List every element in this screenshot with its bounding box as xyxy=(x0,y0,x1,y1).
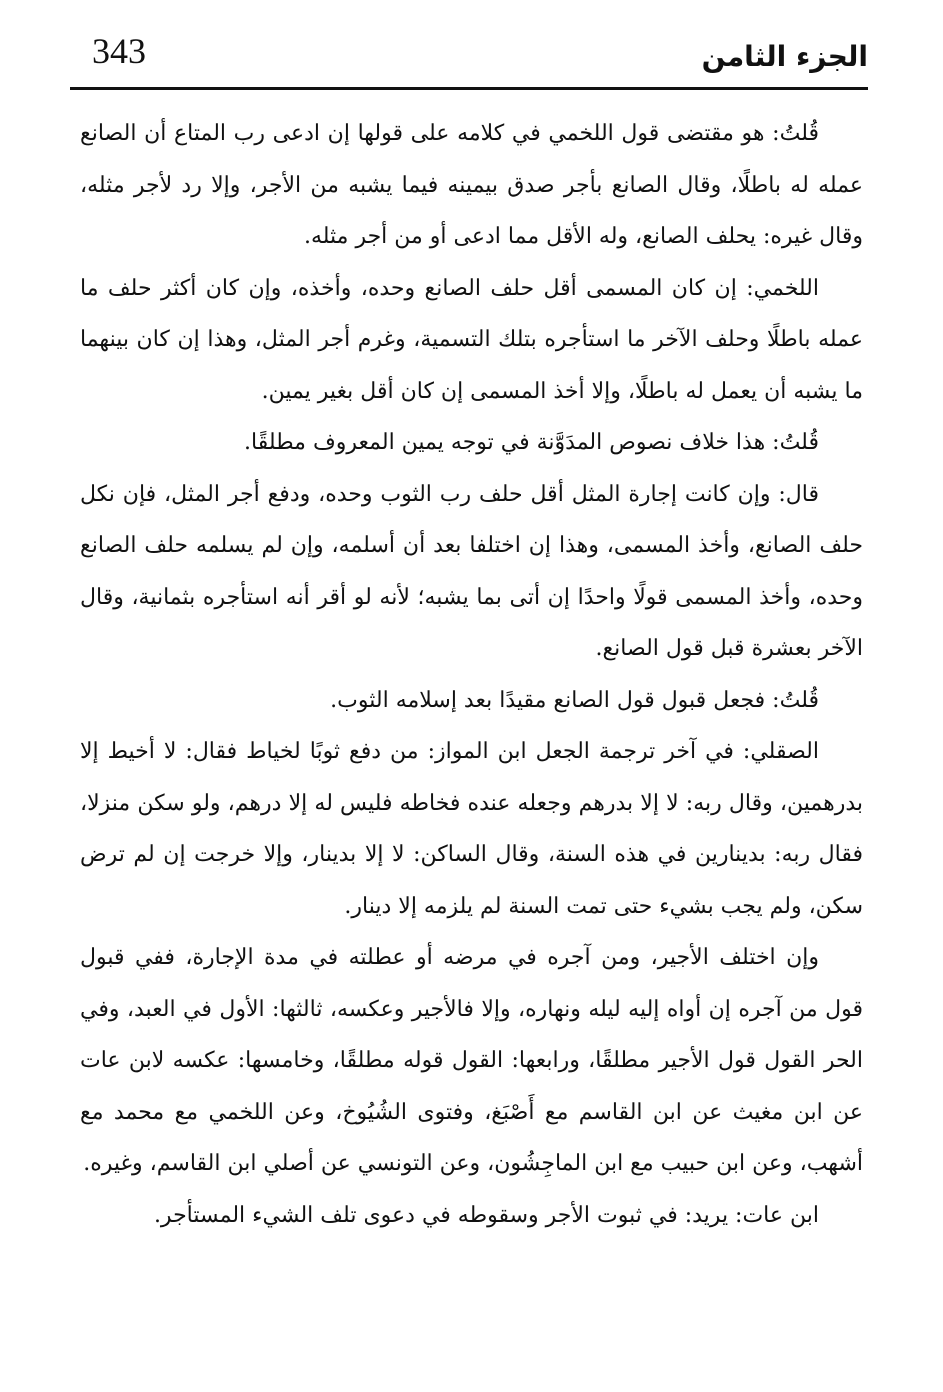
page-number: 343 xyxy=(92,31,146,71)
paragraph-1: قُلتُ: هو مقتضى قول اللخمي في كلامه على قولها إن ادعى رب المتاع أن الصانع عمله له باطلًا، وقال الصانع بأجر صدق بيمينه فيما يشبه من الأجر، وإلا رد لأجر مثله، وقال غيره: يحلف الصانع، وله الأقل مما ادعى أو من أجر مثله. xyxy=(80,121,863,249)
paragraph-3: قُلتُ: هذا خلاف نصوص المدَوَّنة في توجه يمين المعروف مطلقًا. xyxy=(244,430,819,455)
paragraph-5: قُلتُ: فجعل قبول قول الصانع مقيدًا بعد إسلامه الثوب. xyxy=(330,687,819,713)
running-head-title: الجزء الثامن xyxy=(701,40,868,73)
page-body xyxy=(80,108,863,1241)
paragraph-6: الصقلي: في آخر ترجمة الجعل ابن المواز: من دفع ثوبًا لخياط فقال: لا أخيط إلا بدرهمين، وقال ربه: لا إلا بدرهم وجعله عنده فخاطه فليس له إلا درهم، ولو سكن منزلا، فقال ربه: بدينارين في هذه السنة، وقال الساكن: لا إلا بدينار، وإلا خرجت إن لم ترض سكن، ولم يجب بشيء حتى تمت السنة لم يلزمه إلا دينار. xyxy=(80,739,863,919)
paragraph-2: اللخمي: إن كان المسمى أقل حلف الصانع وحده، وأخذه، وإن كان أكثر حلف ما عمله باطلًا وحلف الآخر ما استأجره بتلك التسمية، وغرم أجر المثل، وهذا إن كان بينهما ما يشبه أن يعمل له باطلًا، وإلا أخذ المسمى إن كان أقل بغير يمين. xyxy=(80,275,863,404)
paragraph-4: قال: وإن كانت إجارة المثل أقل حلف رب الثوب وحده، ودفع أجر المثل، فإن نكل حلف الصانع، وأخذ المسمى، وهذا إن اختلفا بعد أن أسلمه، وإن لم يسلمه حلف الصانع وحده، وأخذ المسمى قولًا واحدًا إن أتى بما يشبه؛ لأنه لو أقر أنه استأجره بثمانية، وقال الآخر بعشرة قبل قول الصانع. xyxy=(80,481,863,661)
paragraph-7: وإن اختلف الأجير، ومن آجره في مرضه أو عطلته في مدة الإجارة، ففي قبول قول من آجره إن أواه إليه ليله ونهاره، وإلا فالأجير وعكسه، ثالثها: الأول في العبد، وفي الحر القول قول الأجير مطلقًا، ورابعها: القول قوله مطلقًا، وخامسها: عكسه لابن عات عن ابن مغيث عن ابن القاسم مع أَصْبَغ، وفتوى الشُيُوخ، وعن اللخمي مع محمد مع أشهب، وعن ابن حبيب مع ابن الماجِشُون، وعن التونسي عن أصلي ابن القاسم، وغيره. xyxy=(80,945,863,1176)
paragraph-8: ابن عات: يريد: في ثبوت الأجر وسقوطه في دعوى تلف الشيء المستأجر. xyxy=(153,1202,819,1228)
page-header xyxy=(70,28,868,90)
header-divider xyxy=(70,87,868,90)
